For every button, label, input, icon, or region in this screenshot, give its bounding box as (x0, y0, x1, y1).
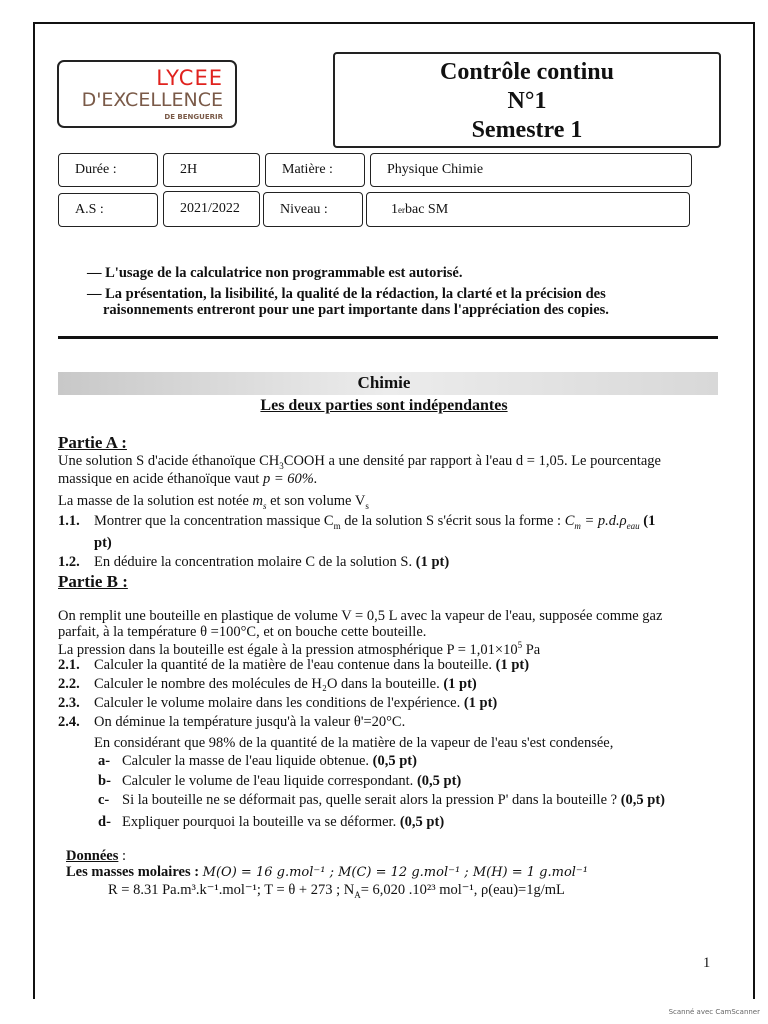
partie-b-title: Partie B : (58, 572, 128, 591)
divider (58, 336, 718, 339)
note-3: raisonnements entreront pour une part importante dans l'appréciation des copies. (103, 302, 609, 318)
matiere-label: Matière : (265, 153, 365, 187)
title-box (333, 52, 721, 148)
camscanner-footer: Scanné avec CamScanner (668, 1008, 760, 1016)
as-value: 2021/2022 (163, 191, 260, 227)
niveau-value: 1 er bac SM (366, 192, 690, 227)
partie-b-line1: On remplit une bouteille en plastique de volume V = 0,5 L avec la vapeur de l'eau, supposée comme gaz (58, 608, 663, 624)
question-2-4-a: a- Calculer la masse de l'eau liquide obtenue. (0,5 pt) (98, 753, 417, 769)
section-subtitle: Les deux parties sont indépendantes (260, 397, 508, 414)
question-2-4-c: c- Si la bouteille ne se déformait pas, quelle serait alors la pression P' dans la bouteille ? (0,5 pt) (98, 792, 666, 808)
question-1-2: 1.2. En déduire la concentration molaire C de la solution S. (1 pt) (58, 554, 450, 570)
partie-a-line3: La masse de la solution est notée $m_s$ et son volume $V_s$ (58, 493, 369, 511)
question-2-4-intro: En considérant que 98% de la quantité de la matière de la vapeur de l'eau s'est condensée, (94, 735, 614, 751)
partie-a-line2: massique en acide éthanoïque vaut p = 60%. (58, 471, 318, 487)
logo-line2: D'EXCELLENCE (81, 89, 223, 111)
question-2-4: 2.4. On déminue la température jusqu'à la valeur θ'=20°C. (58, 714, 406, 730)
constants: R = 8.31 Pa.m³.k⁻¹.mol⁻¹; T = θ + 273 ; $N_A= 6,020$ .10²³ mol⁻¹, ρ(eau)=1g/mL (108, 882, 565, 900)
question-2-3: 2.3. Calculer le volume molaire dans les conditions de l'expérience. (1 pt) (58, 695, 498, 711)
question-1-1: 1.1. Montrer que la concentration massique $C_m$ de la solution S s'écrit sous la forme : $C_m = p.d.\rho_{eau}$ (1 (58, 513, 656, 531)
note-1: — L'usage de la calculatrice non programmable est autorisé. (87, 265, 463, 281)
logo-line1: LYCEE (156, 66, 223, 90)
note-2: — La présentation, la lisibilité, la qualité de la rédaction, la clarté et la précision des (87, 286, 606, 302)
duree-label: Durée : (58, 153, 158, 187)
page-number: 1 (703, 955, 711, 971)
partie-a-title: Partie A : (58, 433, 127, 452)
partie-a-line1: Une solution S d'acide éthanoïque $CH_3COOH$ a une densité par rapport à l'eau d = 1,05. Le pourcentage (58, 453, 661, 471)
question-1-1-pt: pt) (94, 535, 112, 551)
molar-masses: Les masses molaires : M(O) = 16 g.mol⁻¹ ; M(C) = 12 g.mol⁻¹ ; M(H) = 1 g.mol⁻¹ (66, 864, 589, 880)
question-2-4-b: b- Calculer le volume de l'eau liquide correspondant. (0,5 pt) (98, 773, 462, 789)
donnees-title: Données : (66, 848, 127, 864)
matiere-value: Physique Chimie (370, 153, 692, 187)
question-2-2: 2.2. Calculer le nombre des molécules de H₂O dans la bouteille. (1 pt) (58, 676, 477, 692)
exam-semester: Semestre 1 (471, 117, 583, 143)
as-label: A.S : (58, 193, 158, 227)
niveau-label: Niveau : (263, 192, 363, 227)
logo-line3: DE BENGUERIR (164, 113, 223, 121)
partie-b-line2: parfait, à la température θ =100°C, et on bouche cette bouteille. (58, 624, 427, 640)
exam-number: N°1 (507, 88, 547, 114)
school-logo (57, 60, 237, 128)
question-2-4-d: d- Expliquer pourquoi la bouteille va se déformer. (0,5 pt) (98, 814, 445, 830)
exam-title: Contrôle continu (440, 59, 614, 85)
question-2-1: 2.1. Calculer la quantité de la matière de l'eau contenue dans la bouteille. (1 pt) (58, 657, 530, 673)
section-title: Chimie (357, 373, 411, 392)
partie-b-line3: La pression dans la bouteille est égale à la pression atmosphérique $P = 1,01\times 10^5$ Pa (58, 640, 541, 658)
duree-value: 2H (163, 153, 260, 187)
